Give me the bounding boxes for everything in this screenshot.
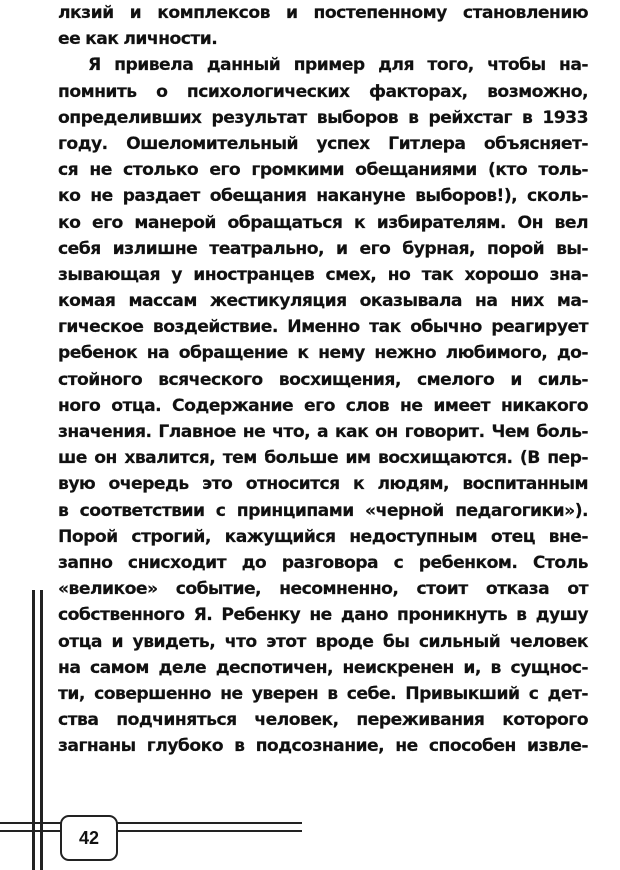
text-line: ше он хвалится, тем больше им восхищаются. (В пер- bbox=[58, 448, 588, 469]
text-line: помнить о психологических факторах, возможно, bbox=[58, 81, 588, 102]
text-line: себя излишне театрально, и его бурная, порой вы- bbox=[58, 238, 588, 259]
text-line: Я привела данный пример для того, чтобы на- bbox=[88, 55, 588, 76]
text-line: ее как личности. bbox=[58, 29, 218, 50]
text-line: собственного Я. Ребенку не дано проникнуть в душу bbox=[58, 605, 588, 626]
text-line: ребенок на обращение к нему нежно любимого, до- bbox=[58, 343, 588, 364]
text-line: зывающая у иностранцев смех, но так хорошо зна- bbox=[58, 264, 588, 285]
text-line: в соответствии с принципами «черной педагогики»). bbox=[58, 500, 588, 521]
text-line: стойного всяческого восхищения, смелого и силь- bbox=[58, 369, 588, 390]
text-line: на самом деле деспотичен, неискренен и, в сущнос- bbox=[58, 657, 588, 678]
text-line: году. Ошеломительный успех Гитлера объясняет- bbox=[58, 133, 588, 154]
text-line: загнаны глубоко в подсознание, не способен извле- bbox=[58, 736, 588, 757]
footer-rule-bottom bbox=[0, 830, 302, 832]
text-line: ко не раздает обещания накануне выборов!), сколь- bbox=[58, 186, 588, 207]
footer-rule-top bbox=[0, 822, 302, 824]
text-line: ти, совершенно не уверен в себе. Привыкший с дет- bbox=[58, 683, 588, 704]
page-number: 42 bbox=[60, 815, 118, 861]
text-line: Порой строгий, кажущийся недоступным отец вне- bbox=[58, 526, 588, 547]
text-line: ко его манерой обращаться к избирателям. Он вел bbox=[58, 212, 588, 233]
text-line: гическое воздействие. Именно так обычно реагирует bbox=[58, 317, 588, 338]
text-line: ства подчиняться человек, переживания которого bbox=[58, 710, 588, 731]
text-line: значения. Главное не что, а как он говорит. Чем боль- bbox=[58, 422, 588, 442]
text-line: определивших результат выборов в рейхстаг в 1933 bbox=[58, 107, 588, 128]
margin-bar-right bbox=[40, 590, 43, 870]
text-line: лкзий и комплексов и постепенному становлению bbox=[58, 3, 588, 23]
text-line: вую очередь это относится к людям, воспитанным bbox=[58, 474, 588, 495]
text-line: ного отца. Содержание его слов не имеет никакого bbox=[58, 395, 588, 416]
text-line: запно снисходит до разговора с ребенком. Столь bbox=[58, 552, 588, 573]
body-text bbox=[58, 0, 588, 759]
text-line: ся не столько его громкими обещаниями (кто толь- bbox=[58, 160, 588, 181]
text-line: «великое» событие, несомненно, стоит отказа от bbox=[58, 579, 588, 600]
text-line: отца и увидеть, что этот вроде бы сильный человек bbox=[58, 631, 588, 652]
text-line: комая массам жестикуляция оказывала на них ма- bbox=[58, 291, 588, 312]
margin-bar-left bbox=[32, 590, 35, 870]
